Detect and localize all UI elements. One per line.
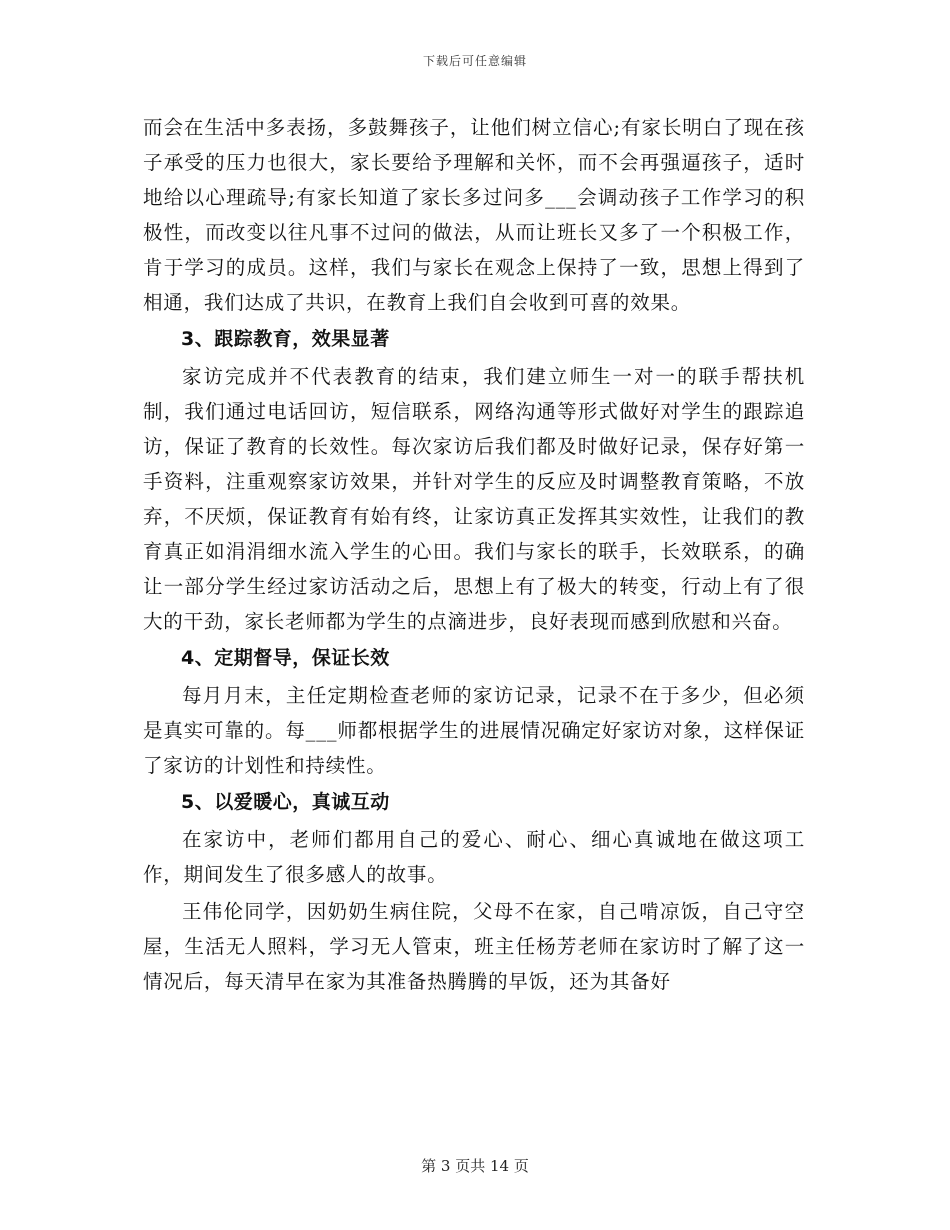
paragraph-4: 在家访中，老师们都用自己的爱心、耐心、细心真诚地在做这项工作，期间发生了很多感人的故事。: [143, 828, 805, 886]
document-body: [143, 110, 805, 999]
section-heading-4: 4、定期督导，保证长效: [181, 647, 390, 669]
paragraph-3: 每月月末，主任定期检查老师的家访记录，记录不在于多少，但必须是真实可靠的。每___师都根据学生的进展情况确定好家访对象，这样保证了家访的计划性和持续性。: [143, 684, 805, 777]
section-heading-5: 5、以爱暖心，真诚互动: [181, 791, 390, 813]
paragraph-1: 而会在生活中多表扬，多鼓舞孩子，让他们树立信心;有家长明白了现在孩子承受的压力也很大，家长要给予理解和关怀，而不会再强逼孩子，适时地给以心理疏导;有家长知道了家长多过问多___会调动孩子工作学习的积极性，而改变以往凡事不过问的做法，从而让班长又多了一个积极工作，肯于学习的成员。这样，我们与家长在观念上保持了一致，思想上得到了相通，我们达成了共识，在教育上我们自会收到可喜的效果。: [143, 116, 805, 314]
page-header: 下载后可任意编辑: [422, 54, 527, 68]
page-footer: 第 3 页共 14 页: [421, 1157, 529, 1175]
section-heading-3: 3、跟踪教育，效果显著: [181, 328, 390, 350]
paragraph-2: 家访完成并不代表教育的结束，我们建立师生一对一的联手帮扶机制，我们通过电话回访，短信联系，网络沟通等形式做好对学生的跟踪追访，保证了教育的长效性。每次家访后我们都及时做好记录，保存好第一手资料，注重观察家访效果，并针对学生的反应及时调整教育策略，不放弃，不厌烦，保证教育有始有终，让家访真正发挥其实效性，让我们的教育真正如涓涓细水流入学生的心田。我们与家长的联手，长效联系，的确让一部分学生经过家访活动之后，思想上有了极大的转变，行动上有了很大的干劲，家长老师都为学生的点滴进步，良好表现而感到欣慰和兴奋。: [143, 365, 805, 633]
paragraph-5: 王伟伦同学，因奶奶生病住院，父母不在家，自己啃凉饭，自己守空屋，生活无人照料，学习无人管束，班主任杨芳老师在家访时了解了这一情况后，每天清早在家为其准备热腾腾的早饭，还为其备好: [143, 900, 805, 993]
